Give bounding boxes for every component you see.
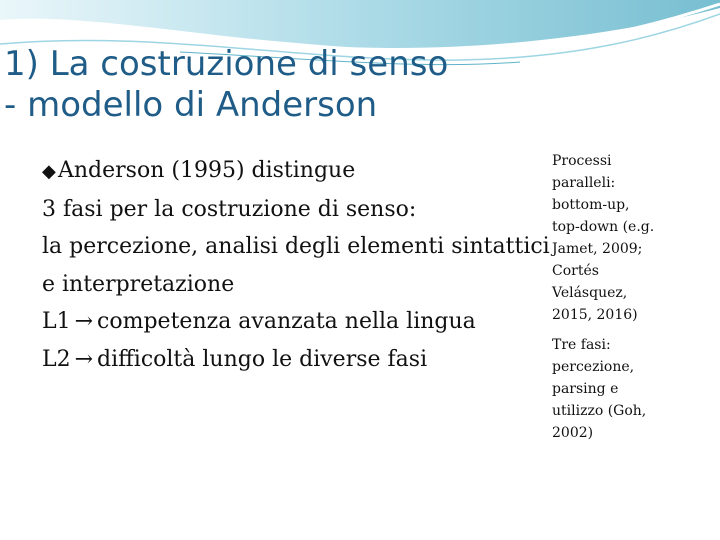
bullet-icon: ◆: [42, 161, 56, 182]
l1-label: L1: [42, 309, 71, 334]
side-note-line: 2002): [552, 425, 594, 441]
side-note-line: utilizzo (Goh,: [552, 403, 647, 419]
slide-title-line-2: - modello di Anderson: [4, 85, 378, 125]
bullet-line-4: e interpretazione: [42, 271, 235, 297]
bullet-line-2: 3 fasi per la costruzione di senso:: [42, 196, 417, 222]
bullet-line-6: [42, 341, 562, 379]
bullet-line-1: [42, 152, 562, 191]
side-note-block-1: [552, 150, 720, 326]
bullet-line-5: [42, 303, 562, 341]
right-arrow-icon: →: [74, 309, 94, 334]
bullet-line-3: la percezione, analisi degli elementi sintattici: [42, 234, 550, 259]
side-note-block-2: [552, 334, 720, 444]
side-note-line: 2015, 2016): [552, 307, 638, 323]
side-note-line: parsing e: [552, 381, 619, 397]
side-note-line: Tre fasi:: [552, 337, 611, 353]
l2-label: L2: [42, 346, 71, 372]
l2-description: difficoltà lungo le diverse fasi: [97, 346, 428, 372]
side-note-gap: [552, 326, 720, 334]
bullet-line-1-text: Anderson (1995) distingue: [58, 158, 356, 183]
side-note: [552, 150, 720, 444]
side-note-line: top-down (e.g.: [552, 219, 655, 235]
side-note-line: paralleli:: [552, 175, 616, 191]
slide-title-line-1: 1) La costruzione di senso: [4, 44, 449, 84]
side-note-line: percezione,: [552, 359, 635, 375]
side-note-line: Velásquez,: [552, 285, 628, 301]
side-note-line: bottom-up,: [552, 197, 630, 213]
l1-description: competenza avanzata nella lingua: [97, 309, 476, 334]
side-note-line: Processi: [552, 153, 612, 169]
side-note-line: Jamet, 2009;: [552, 241, 643, 257]
side-note-line: Cortés: [552, 263, 599, 279]
slide-title: [4, 44, 524, 126]
main-bullet-block: [42, 152, 562, 378]
right-arrow-icon: →: [74, 346, 94, 372]
